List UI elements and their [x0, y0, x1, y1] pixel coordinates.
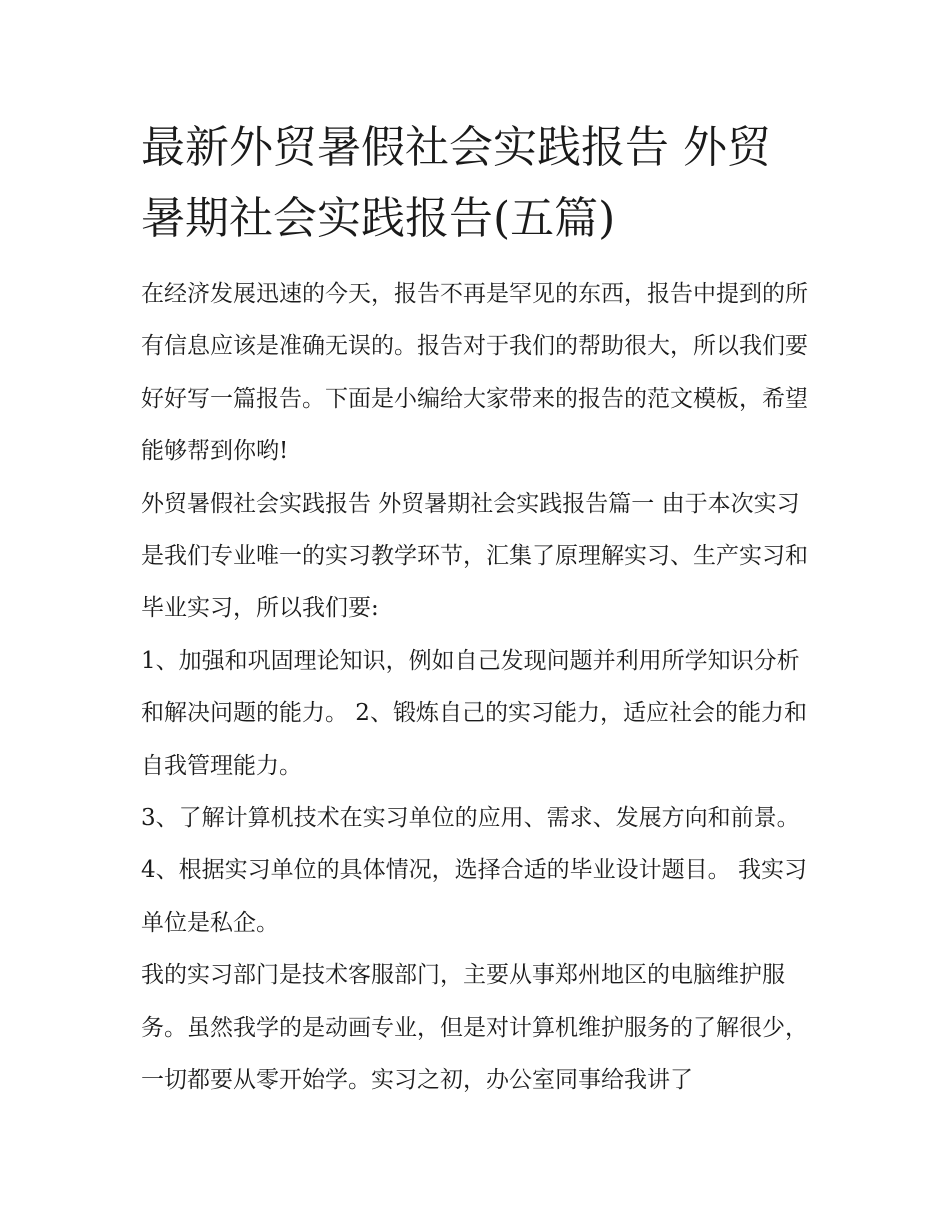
paragraph-section-one: 外贸暑假社会实践报告 外贸暑期社会实践报告篇一 由于本次实习是我们专业唯一的实习教学环节，汇集了原理解实习、生产实习和毕业实习，所以我们要:: [141, 490, 808, 622]
paragraph-list-3-4: 3、了解计算机技术在实习单位的应用、需求、发展方向和前景。 4、根据实习单位的具体情况，选择合适的毕业设计题目。 我实习单位是私企。: [141, 805, 807, 936]
paragraph-department: 我的实习部门是技术客服部门，主要从事郑州地区的电脑维护服务。虽然我学的是动画专业，但是对计算机维护服务的了解很少，一切都要从零开始学。实习之初，办公室同事给我讲了: [141, 962, 808, 1094]
paragraph-list-1-2: 1、加强和巩固理论知识，例如自己发现问题并利用所学知识分析和解决问题的能力。 2、锻炼自己的实习能力，适应社会的能力和自我管理能力。: [141, 647, 807, 779]
document-title: 最新外贸暑假社会实践报告 外贸暑期社会实践报告(五篇): [141, 122, 771, 244]
paragraph-intro: 在经济发展迅速的今天，报告不再是罕见的东西，报告中提到的所有信息应该是准确无误的。报告对于我们的帮助很大，所以我们要好好写一篇报告。下面是小编给大家带来的报告的范文模板，希望能够帮到你哟!: [141, 281, 808, 465]
document-page: [141, 112, 813, 1107]
